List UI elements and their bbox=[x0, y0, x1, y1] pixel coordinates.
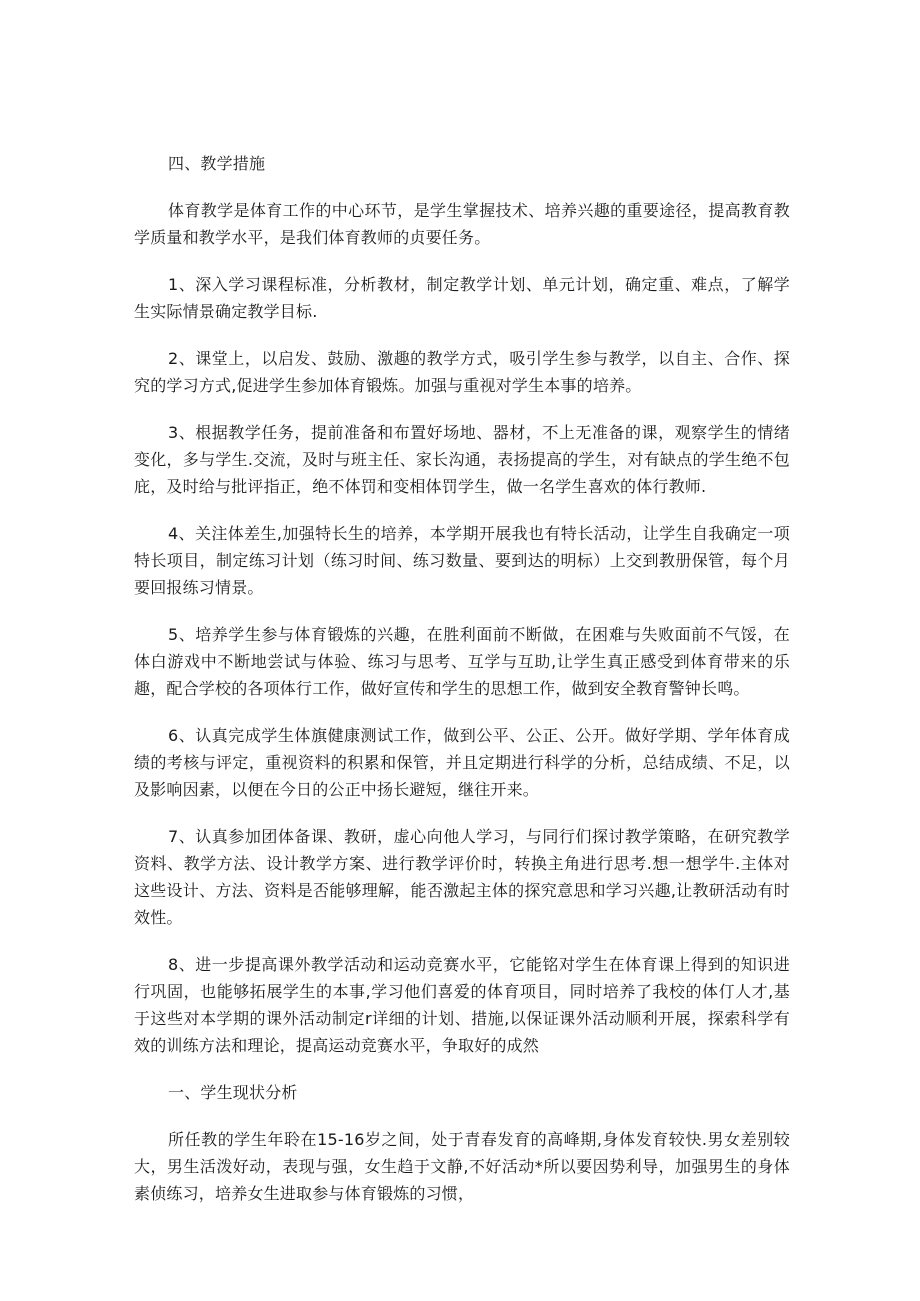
paragraph: 3、根据教学任务，提前准备和布置好场地、器材，不上无准备的课，观察学生的情绪变化，多与学生.交流，及时与班主任、家长沟通，表扬提高的学生，对有缺点的学生绝不包庇，及时给与批评指正，绝不体罚和变相体罚学生，做一名学生喜欢的体行教师. bbox=[134, 423, 790, 496]
paragraph: 2、课堂上，以启发、鼓励、激趣的教学方式，吸引学生参与教学，以自主、合作、探究的学习方式,促进学生参加体育锻炼。加强与重视对学生本事的培养。 bbox=[134, 349, 790, 395]
section-heading-teaching-measures: 四、教学措施 bbox=[168, 154, 266, 173]
paragraph: 1、深入学习课程标准，分析教材，制定教学计划、单元计划，确定重、难点，了解学生实际情景确定教学目标. bbox=[134, 275, 790, 321]
paragraph: 5、培养学生参与体育锻炼的兴趣，在胜利面前不断做，在困难与失败面前不气馁，在体白游戏中不断地尝试与体验、练习与思考、互学与互助,让学生真正感受到体育带来的乐趣，配合学校的各项体行工作，做好宣传和学生的思想工作，做到安全教育警钟长鸣。 bbox=[134, 625, 790, 698]
paragraph: 4、关注体差生,加强特长生的培养，本学期开展我也有特长活动，让学生自我确定一项特长项目，制定练习计划（练习时间、练习数量、要到达的明标）上交到教册保管，每个月要回报练习情景。 bbox=[134, 524, 790, 597]
paragraph: 6、认真完成学生体旗健康测试工作，做到公平、公正、公开。做好学期、学年体育成绩的考核与评定，重视资料的积累和保管，并且定期进行科学的分析，总结成绩、不足，以及影响因素，以便在今日的公正中扬长避短，继往开来。 bbox=[134, 726, 790, 799]
section-heading-student-analysis: 一、学生现状分析 bbox=[168, 1083, 298, 1102]
paragraph: 体育教学是体育工作的中心环节，是学生掌握技术、培养兴趣的重要途径，提高教育教学质量和教学水平，是我们体育教师的贞要任务。 bbox=[134, 201, 790, 247]
paragraph: 所任教的学生年聆在15-16岁之间，处于青春发育的高峰期,身体发育较快.男女差别较大，男生活泼好动，表现与强，女生趋于文静,不好活动*所以要因势利导，加强男生的身体素侦练习，培养女生进取参与体育锻炼的习惯， bbox=[134, 1130, 790, 1203]
paragraph: 8、进一步提高课外教学活动和运动竞赛水平，它能铭对学生在体育课上得到的知识进行巩固，也能够拓展学生的本事,学习他们喜爱的体育项目，同时培养了我校的体仃人才,基于这些对本学期的课外活动制定r详细的计划、措施,以保证课外活动顺利开展，探索科学有效的训练方法和理论，提高运动竞赛水平，争取好的成然 bbox=[134, 955, 790, 1055]
document-page bbox=[134, 150, 790, 1227]
paragraph: 7、认真参加团体备课、教研，虚心向他人学习，与同行们探讨教学策略，在研究教学资料、教学方法、设计教学方案、进行教学评价时，转换主角进行思考.想一想学牛.主体对这些设计、方法、资料是否能够理解，能否激起主体的探究意思和学习兴趣,让教研活动有时效性。 bbox=[134, 827, 790, 927]
